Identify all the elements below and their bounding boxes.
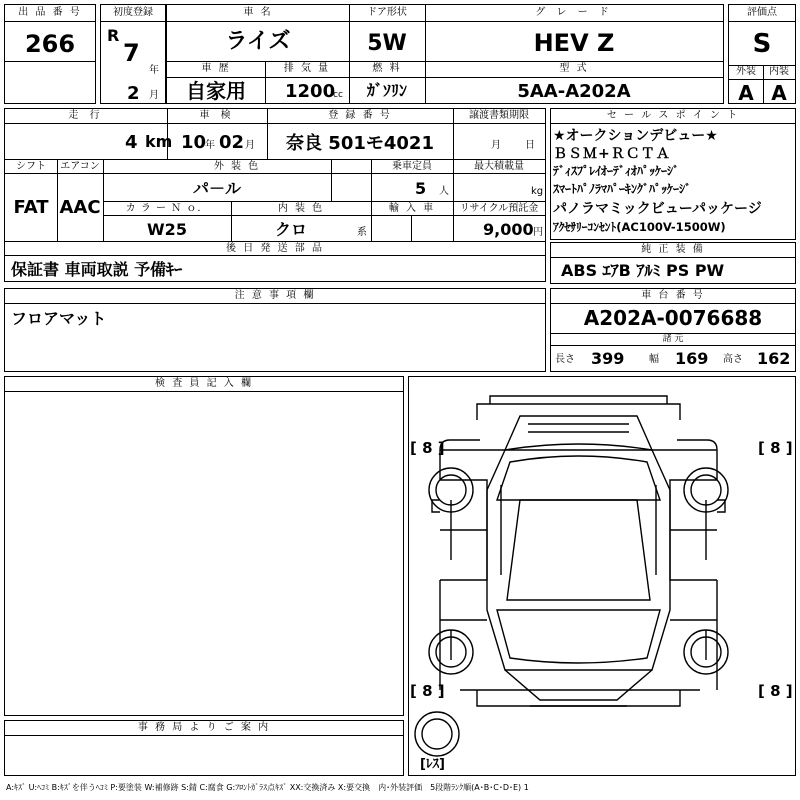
capacity-unit: 人 bbox=[439, 186, 449, 197]
length-label: 長さ bbox=[555, 354, 575, 365]
dimensions-label: 諸 元 bbox=[662, 334, 684, 344]
transfer-deadline-label: 譲渡書類期限 bbox=[469, 110, 529, 121]
tire-depth-rear-left: [ 8 ] bbox=[410, 682, 445, 700]
transfer-day-unit: 日 bbox=[525, 140, 535, 151]
month-unit: 月 bbox=[149, 90, 159, 101]
door-label: ドア形状 bbox=[367, 7, 407, 18]
ac-label: エアコン bbox=[60, 161, 100, 172]
model-label: 型 式 bbox=[559, 63, 589, 74]
fuel-label: 燃 料 bbox=[372, 63, 402, 74]
registration-month: 2 bbox=[127, 83, 140, 104]
sales-point-line: ｱｸｾｻﾘｰｺﾝｾﾝﾄ(AC100V-1500W) bbox=[553, 220, 726, 234]
grade: HEV Z bbox=[533, 29, 615, 57]
fuel: ｶﾞｿﾘﾝ bbox=[366, 81, 407, 100]
exterior-score: A bbox=[738, 81, 754, 105]
inspection-year: 10 bbox=[181, 132, 207, 153]
shift-label: シフト bbox=[16, 161, 46, 172]
spare-tire-label: [ﾚｽ] bbox=[420, 757, 445, 772]
interior-label: 内装 bbox=[769, 66, 789, 77]
registration-year: 7 bbox=[123, 39, 140, 67]
import-label: 輸 入 車 bbox=[388, 203, 436, 214]
recycle-fee: 9,000 bbox=[483, 220, 534, 239]
sales-point-line: パノラマミックビューパッケージ bbox=[553, 201, 762, 217]
tire-depth-front-left: [ 8 ] bbox=[410, 439, 445, 457]
exterior-color-label: 外 装 色 bbox=[213, 161, 261, 172]
car-name: ライズ bbox=[225, 29, 291, 54]
mileage-label: 走 行 bbox=[68, 110, 104, 121]
sales-point-line: ﾃﾞｨｽﾌﾟﾚｲｵｰﾃﾞｨｵﾊﾟｯｹｰｼﾞ bbox=[553, 164, 680, 178]
length: 399 bbox=[591, 349, 625, 368]
sales-point-line: ★オークションデビュー★ bbox=[553, 128, 718, 144]
lot-number-label: 出 品 番 号 bbox=[18, 7, 82, 18]
air-conditioner: AAC bbox=[59, 197, 101, 218]
chassis-label: 車 台 番 号 bbox=[641, 290, 705, 301]
exterior-color: パ－ル bbox=[192, 179, 241, 198]
color-number: W25 bbox=[147, 220, 187, 239]
interior-color-unit: 系 bbox=[357, 227, 367, 238]
displacement-label: 排 気 量 bbox=[283, 63, 331, 74]
chassis-number: A202A-0076688 bbox=[583, 306, 763, 330]
car-name-label: 車 名 bbox=[243, 7, 273, 18]
history-label: 車 歴 bbox=[201, 63, 231, 74]
overall-score: S bbox=[752, 29, 772, 59]
displacement: 1200 bbox=[285, 81, 336, 102]
notes-label: 注 意 事 項 欄 bbox=[234, 290, 316, 301]
registration-number-label: 登 録 番 号 bbox=[328, 110, 392, 121]
era: R bbox=[107, 26, 120, 45]
registration-number: 奈良 501モ4021 bbox=[286, 133, 434, 154]
grade-label: グ レ ー ド bbox=[535, 7, 613, 18]
sales-points-label: セ ー ル ス ポ イ ン ト bbox=[606, 110, 740, 121]
sales-point-line: ＢＳＭ+ＲＣＴＡ bbox=[553, 146, 671, 162]
capacity-label: 乗車定員 bbox=[392, 161, 432, 172]
recycle-unit: 円 bbox=[533, 227, 543, 238]
equipment-label: 純 正 装 備 bbox=[641, 244, 705, 255]
interior-score: A bbox=[771, 81, 787, 105]
door-type: 5W bbox=[367, 31, 407, 56]
inspection-month: 02 bbox=[219, 132, 245, 153]
lot-number: 266 bbox=[24, 30, 76, 58]
width-label: 幅 bbox=[649, 354, 659, 365]
shift: FAT bbox=[13, 197, 49, 218]
displacement-unit: cc bbox=[333, 90, 343, 100]
max-load-unit: kg bbox=[531, 186, 544, 197]
inspection-month-unit: 月 bbox=[245, 140, 255, 151]
later-parts-label: 後 日 発 送 部 品 bbox=[226, 243, 324, 254]
sales-point-line: ｽﾏｰﾄﾊﾟﾉﾗﾏﾊﾟｰｷﾝｸﾞﾊﾟｯｹｰｼﾞ bbox=[553, 182, 692, 196]
first-registration-label: 初度登録 bbox=[113, 7, 153, 18]
model: 5AA-A202A bbox=[517, 81, 631, 102]
transfer-month-unit: 月 bbox=[491, 140, 501, 151]
height: 162 bbox=[757, 349, 791, 368]
legend: A:ｷｽﾞ U:ﾍｺﾐ B:ｷｽﾞを伴うﾍｺﾐ P:要塗装 W:補修跡 S:錆 C:腐食 G:ﾌﾛﾝﾄｶﾞﾗｽ点ｷｽﾞ XX:交換済み X:要交換 内･外装評価 5段階ﾗﾝｸ順(A･B･C･D･E) 1 bbox=[6, 783, 529, 792]
interior-color-label: 内 装 色 bbox=[277, 203, 325, 214]
inspection-year-unit: 年 bbox=[205, 140, 215, 151]
tire-depth-rear-right: [ 8 ] bbox=[758, 682, 793, 700]
score-label: 評価点 bbox=[747, 7, 777, 18]
mileage-unit: km bbox=[145, 132, 173, 151]
later-parts: 保証書 車両取説 予備ｷｰ bbox=[11, 260, 183, 279]
history: 自家用 bbox=[186, 79, 246, 103]
recycle-label: リサイクル預託金 bbox=[459, 203, 539, 214]
color-number-label: カ ラ ー Ｎ ｏ． bbox=[125, 203, 209, 214]
year-unit: 年 bbox=[149, 65, 159, 76]
inspector-notes-label: 検 査 員 記 入 欄 bbox=[155, 378, 253, 389]
notes: フロアマット bbox=[11, 309, 107, 328]
max-load-label: 最大積載量 bbox=[474, 161, 524, 172]
interior-color: クロ bbox=[274, 220, 307, 239]
mileage: 4 bbox=[125, 132, 138, 153]
height-label: 高さ bbox=[723, 354, 743, 365]
inspection-label: 車 検 bbox=[199, 110, 235, 121]
equipment: ABS ｴｱB ｱﾙﾐ PS PW bbox=[561, 261, 725, 280]
tire-depth-front-right: [ 8 ] bbox=[758, 439, 793, 457]
width: 169 bbox=[675, 349, 709, 368]
capacity: 5 bbox=[415, 179, 427, 198]
office-notice-label: 事 務 局 よ り ご 案 内 bbox=[137, 722, 271, 733]
exterior-label: 外装 bbox=[736, 66, 756, 77]
